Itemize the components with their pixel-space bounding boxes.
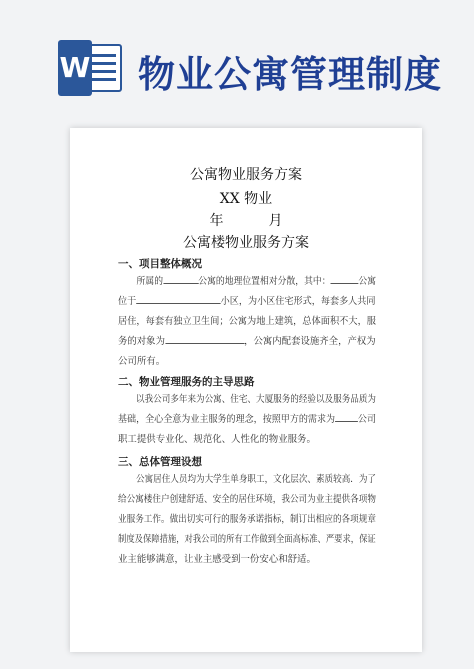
text-line: 以我公司多年来为公寓、住宅、大厦服务的经验以及服务品质为 <box>136 394 376 405</box>
banner-title: 物业公寓管理制度 <box>138 53 442 96</box>
doc-title: 公寓物业服务方案 <box>190 167 302 183</box>
text-line: 位于 小区，为小区住宅形式，每套多人共同 <box>118 292 367 312</box>
word-document-icon <box>58 40 124 96</box>
fill-blank <box>136 292 220 304</box>
text-line: 公司所有。 <box>118 356 166 367</box>
text-line: 所属的 公寓的地理位置相对分散，其中： 公寓 <box>118 272 359 292</box>
section-body <box>118 470 378 570</box>
document-page <box>70 128 422 652</box>
section-heading: 二、物业管理服务的主导思路 <box>118 376 255 388</box>
fill-blank <box>165 332 244 344</box>
fill-blank <box>163 272 198 284</box>
text-line: 居住，每套有独立卫生间；公寓为地上建筑，总体面积不大，服 <box>118 316 377 327</box>
text-line: 务的对象为 ，公寓内配套设施齐全，产权为 <box>118 332 375 352</box>
text-line: 业主能够满意，让业主感受到一份安心和舒适。 <box>118 554 316 565</box>
section-heading: 三、总体管理设想 <box>118 456 202 468</box>
section-heading: 一、项目整体概况 <box>118 258 202 270</box>
date-line <box>70 210 422 230</box>
text-line: 职工提供专业化、规范化、人性化的物业服务。 <box>118 434 316 445</box>
fill-blank <box>331 272 359 284</box>
word-icon-letter: W <box>58 40 92 96</box>
date-month: 月 <box>268 213 283 229</box>
company-name: XX 物业 <box>219 191 273 207</box>
text-line: 制度及保障措施，对我公司的所有工作做到全面高标准、严要求，保证 <box>118 534 376 545</box>
text-line: 业服务工作。做出切实可行的服务承诺指标，制订出相应的各项规章 <box>118 514 376 525</box>
banner <box>0 0 474 120</box>
date-year: 年 <box>209 213 224 229</box>
fill-blank <box>335 410 358 422</box>
doc-subtitle: 公寓楼物业服务方案 <box>183 235 309 251</box>
text-line: 基础，全心全意为业主服务的理念，按照甲方的需求为 公司 <box>118 410 366 430</box>
text-line: 公寓居住人员均为大学生单身职工，文化层次、素质较高．为了 <box>136 474 376 485</box>
text-line: 给公寓楼住户创建舒适、安全的居住环境，我公司为业主提供各项物 <box>118 494 376 505</box>
section-body <box>118 390 378 450</box>
section-body <box>118 272 378 372</box>
